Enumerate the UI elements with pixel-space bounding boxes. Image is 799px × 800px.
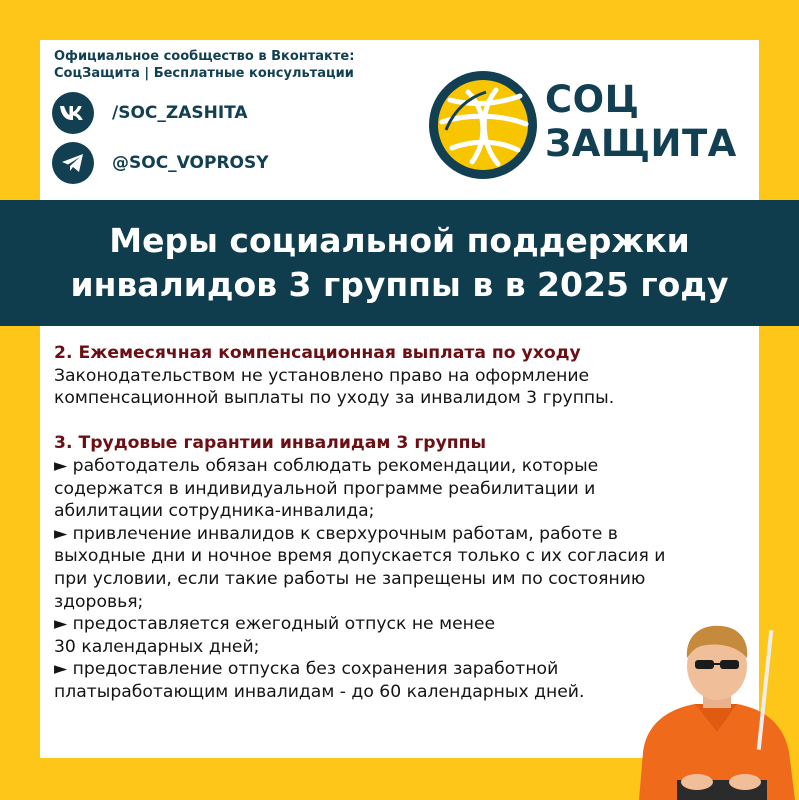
vk-icon — [52, 92, 94, 134]
vk-link[interactable] — [52, 92, 248, 134]
bullet-line: выходные дни и ночное время допускается только с их согласия и — [54, 546, 666, 567]
person-at-keyboard-image — [633, 612, 799, 800]
vk-handle: /SOC_ZASHITA — [112, 103, 248, 123]
section-text-line: компенсационной выплаты по уходу за инвалидом 3 группы. — [54, 388, 615, 409]
section-text-line: Законодательством не установлено право на оформление — [54, 365, 590, 386]
header-card — [40, 40, 759, 200]
bullet-line: при условии, если такие работы не запрещены им по состоянию — [54, 568, 646, 589]
bullet-line: ► привлечение инвалидов к сверхурочным работам, работе в — [54, 523, 618, 544]
section-heading-compensation: 2. Ежемесячная компенсационная выплата по уходу — [54, 343, 581, 363]
title-line-1: Меры социальной поддержки — [109, 221, 690, 260]
bullet-line: абилитации сотрудника-инвалида; — [54, 501, 375, 522]
telegram-handle: @SOC_VOPROSY — [112, 153, 269, 173]
brand-name — [545, 78, 737, 166]
bullet-line: ► предоставляется ежегодный отпуск не менее — [54, 614, 496, 635]
community-info — [54, 48, 414, 82]
telegram-icon — [52, 142, 94, 184]
community-line-1: Официальное сообщество в Вконтакте: — [54, 49, 355, 64]
telegram-link[interactable] — [52, 142, 269, 184]
globe-logo-icon — [428, 70, 538, 180]
brand-line-1: СОЦ — [545, 78, 640, 121]
community-line-2: СоцЗащита | Бесплатные консультации — [54, 66, 354, 81]
bullet-line: здоровья; — [54, 591, 144, 612]
bullet-line: содержатся в индивидуальной программе реабилитации и — [54, 478, 596, 499]
bullet-line: платыработающим инвалидам - до 60 календарных дней. — [54, 681, 585, 702]
bullet-line: ► работодатель обязан соблюдать рекомендации, которые — [54, 455, 599, 476]
bullet-line: 30 календарных дней; — [54, 636, 260, 657]
section-heading-labor: 3. Трудовые гарантии инвалидам 3 группы — [54, 433, 487, 454]
title-line-2: инвалидов 3 группы в в 2025 году — [70, 265, 729, 304]
bullet-line: ► предоставление отпуска без сохранения заработной — [54, 659, 559, 680]
brand-line-2: ЗАЩИТА — [545, 122, 737, 165]
title-banner — [0, 200, 799, 326]
